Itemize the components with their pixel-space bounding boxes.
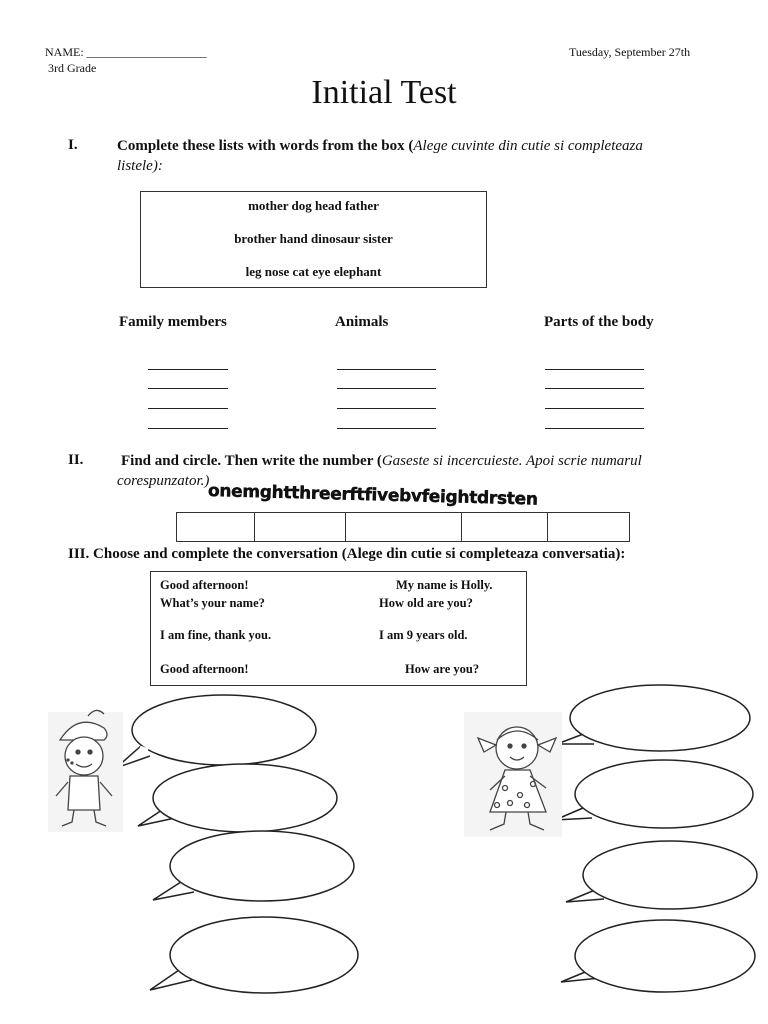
letter-puzzle[interactable]: onemghtthreerftfivebvfeightdrsten (207, 481, 538, 510)
speech-bubble[interactable] (153, 831, 354, 901)
speech-bubble[interactable] (116, 695, 316, 768)
section-1-numeral: I. (68, 137, 78, 153)
section-1-instruction-en: Complete these lists with words from the box ( (117, 138, 414, 154)
speech-bubble[interactable] (555, 760, 753, 828)
date-label: Tuesday, September 27th (569, 45, 691, 59)
section-2-instruction-ro: Gaseste si incercuieste. Apoi scrie numarul corespunzator.) (117, 453, 642, 489)
girl-illustration (464, 712, 562, 837)
section-2-numeral: II. (68, 452, 84, 468)
section-3-instruction-text: . Choose and complete the conversation (Alege din cutie si completeaza conversatia): (85, 546, 626, 562)
conversation-phrase: I am 9 years old. (379, 628, 468, 642)
column-header-family: Family members (119, 314, 227, 330)
speech-bubble[interactable] (557, 685, 750, 751)
section-3-numeral: III (68, 546, 86, 562)
boy-illustration (48, 710, 123, 832)
conversation-phrase: Good afternoon! (160, 578, 249, 592)
conversation-phrase: How are you? (405, 662, 480, 676)
word-box-line: brother hand dinosaur sister (234, 231, 393, 246)
grade-label: 3rd Grade (48, 61, 97, 75)
speech-bubble[interactable] (138, 764, 337, 832)
page-title: Initial Test (311, 74, 457, 111)
section-2-instruction-en: Find and circle. Then write the number ( (121, 453, 382, 469)
conversation-phrase: I am fine, thank you. (160, 628, 272, 642)
speech-bubble[interactable] (561, 920, 755, 992)
column-header-body: Parts of the body (544, 314, 654, 330)
section-1-instruction-ro: Alege cuvinte din cutie si completeaza listele): (117, 138, 643, 174)
conversation-phrase: How old are you? (379, 596, 473, 610)
word-box-line: mother dog head father (248, 198, 379, 213)
speech-bubble[interactable] (566, 841, 757, 909)
word-box-line: leg nose cat eye elephant (245, 264, 382, 279)
conversation-phrase: My name is Holly. (396, 578, 493, 592)
column-header-animals: Animals (335, 314, 389, 330)
conversation-phrase: What’s your name? (160, 596, 265, 610)
conversation-phrase: Good afternoon! (160, 662, 249, 676)
name-field-label: NAME: ____________________ (45, 45, 207, 59)
speech-bubble[interactable] (150, 917, 358, 993)
